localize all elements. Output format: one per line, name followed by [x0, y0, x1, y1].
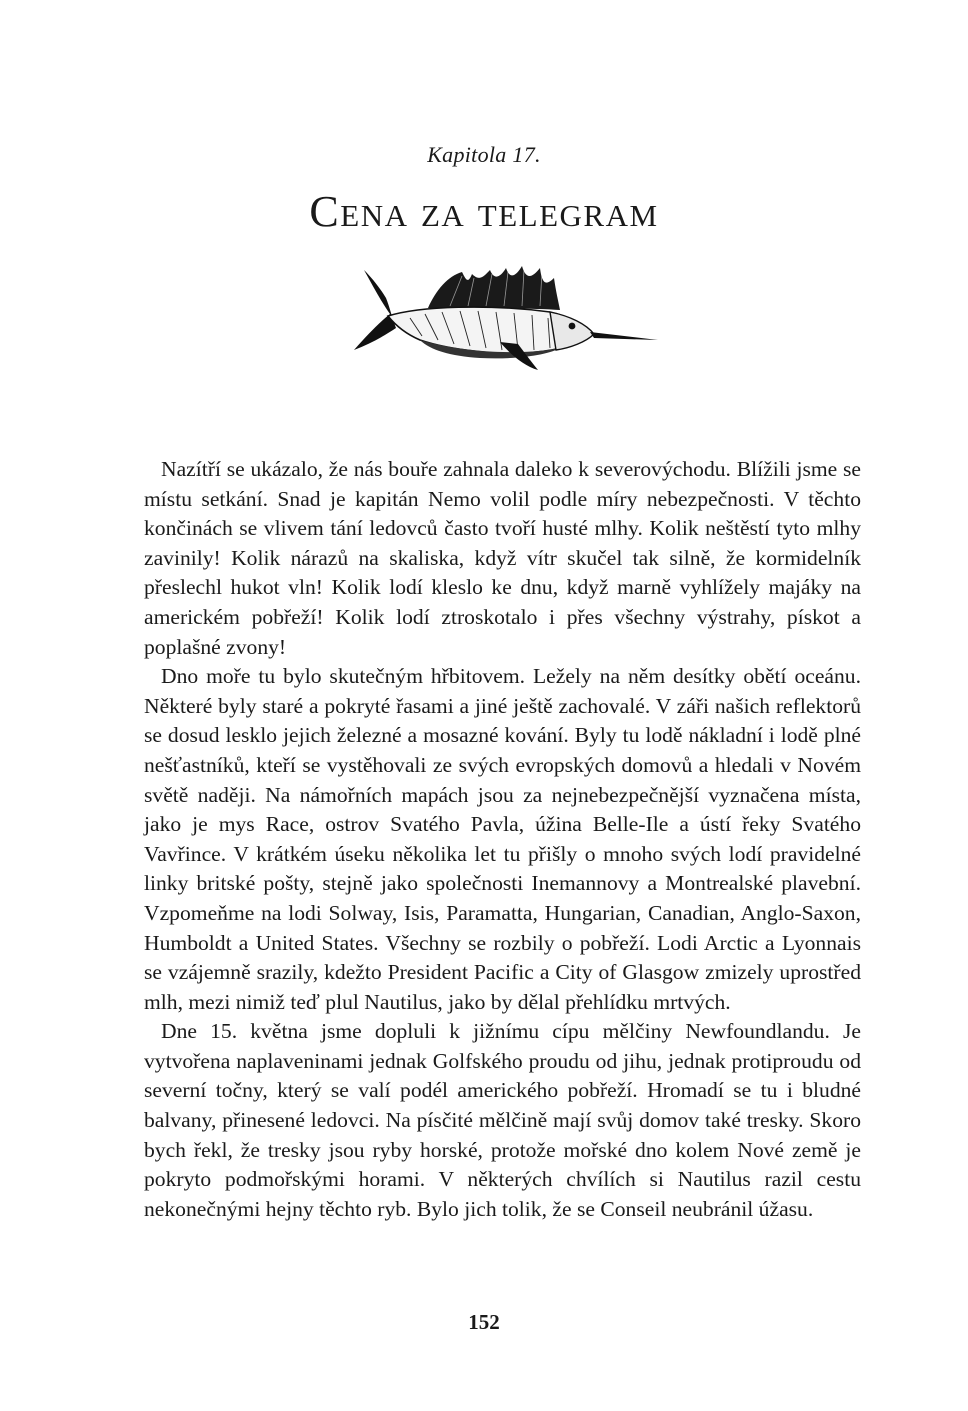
paragraph: Nazítří se ukázalo, že nás bouře zahnala daleko k severovýchodu. Blížili jsme se místu setkání. Snad je kapitán Nemo volil podle míry nebezpečnosti. V těchto končinách se vlivem tání ledovců často tvoří husté mlhy. Kolik neštěstí tyto mlhy zavinily! Kolik nárazů na skaliska, když vítr skučel tak silně, že kormidelník přeslechl hukot vln! Kolik lodí kleslo ke dnu, když marně vyhlížely majáky na americkém pobřeží! Kolik lodí ztroskotalo i přes všechny výstrahy, pískot a poplašné zvony! — [144, 457, 861, 659]
paragraph: Dne 15. května jsme dopluli k jižnímu cípu mělčiny Newfoundlandu. Je vytvořena naplaveninami jednak Golfského proudu od jihu, jednak protiproudu od severní točny, který se valí podél amerického pobřeží. Hromadí se tu i bludné balvany, přinesené ledovci. Na písčité mělčině mají svůj domov také tresky. Skoro bych řekl, že tresky jsou ryby horské, protože mořské dno kolem Nové země je pokryto podmořskými horami. V některých chvílích si Nautilus razil cestu nekonečnými hejny těchto ryb. Bylo jich tolik, že se Conseil neubránil úžasu. — [144, 1019, 861, 1221]
chapter-title: Cena za telegram — [309, 187, 659, 236]
body-text — [144, 455, 861, 1224]
page-number: 152 — [468, 1310, 500, 1334]
paragraph: Dno moře tu bylo skutečným hřbitovem. Ležely na něm desítky obětí oceánu. Některé byly staré a pokryté řasami a jiné ještě zachovalé. V záři našich reflektorů se dosud lesklo jejich železné a mosazné kování. Byly tu lodě nákladní i lodě plné nešťastníků, kteří se vystěhovali ze svých evropských domovů a hledali v Novém světě naději. Na námořních mapách jsou za nejnebezpečnější vyznačena místa, jako je mys Race, ostrov Svatého Pavla, úžina Belle-Ile a ústí řeky Svatého Vavřince. V krátkém úseku několika let tu přišly o mnoho svých lodí pravidelné linky britské pošty, stejně jako společnosti Inemannovy a Montrealské plavební. Vzpomeňme na lodi Solway, Isis, Paramatta, Hungarian, Canadian, Anglo-Saxon, Humboldt a United States. Všechny se rozbily o pobřeží. Lodi Arctic a Lyonnais se vzájemně srazily, kdežto President Pacific a City of Glasgow zmizely uprostřed mlh, mezi nimiž teď plul Nautilus, jako by dělal přehlídku mrtvých. — [144, 664, 861, 1014]
sailfish-illustration-icon — [350, 262, 660, 372]
chapter-label: Kapitola 17. — [427, 142, 541, 167]
